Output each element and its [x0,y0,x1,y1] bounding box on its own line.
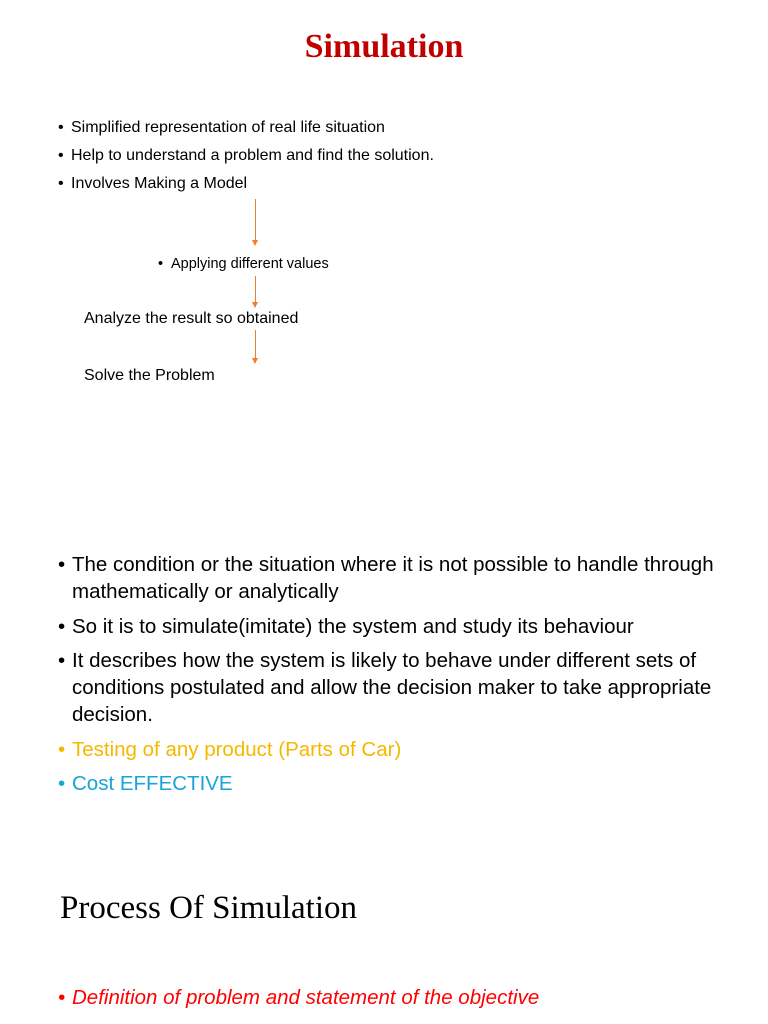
bullet-text: Testing of any product (Parts of Car) [72,738,402,761]
flow-step: • Applying different values [158,255,329,273]
bullet-item: • Simplified representation of real life situation [58,118,385,138]
bullet-item: • Testing of any product (Parts of Car) [58,738,402,761]
flow-arrow-down-icon [255,330,256,362]
bullet-text: Definition of problem and statement of the objective [72,986,540,1009]
flow-step: Analyze the result so obtained [84,310,299,327]
bullet-text: So it is to simulate(imitate) the system and study its behaviour [72,615,634,638]
bullet-item: • So it is to simulate(imitate) the system and study its behaviour [58,615,634,638]
bullet-item: • It describes how the system is likely to behave under different sets of conditions postulated and allow the decision maker to take appropriate decision. [58,649,712,726]
flow-step: Solve the Problem [84,367,215,384]
bullet-text: Cost EFFECTIVE [72,772,233,795]
bullet-text: The condition or the situation where it is not possible to handle through mathematically or analytically [72,553,714,603]
flow-arrow-down-icon [255,199,256,244]
bullet-item: • Definition of problem and statement of the objective [58,986,540,1009]
section-heading: Process Of Simulation [60,890,357,926]
page-title: Simulation [304,28,464,65]
bullet-item: • Cost EFFECTIVE [58,772,233,795]
bullet-item: • Help to understand a problem and find the solution. [58,146,434,166]
bullet-item: • The condition or the situation where it is not possible to handle through mathematically or analytically [58,553,714,603]
flow-arrow-down-icon [255,276,256,306]
bullet-item: • Involves Making a Model [58,174,247,194]
bullet-text: It describes how the system is likely to behave under different sets of conditions postulated and allow the decision maker to take appropriate decision. [72,649,712,726]
